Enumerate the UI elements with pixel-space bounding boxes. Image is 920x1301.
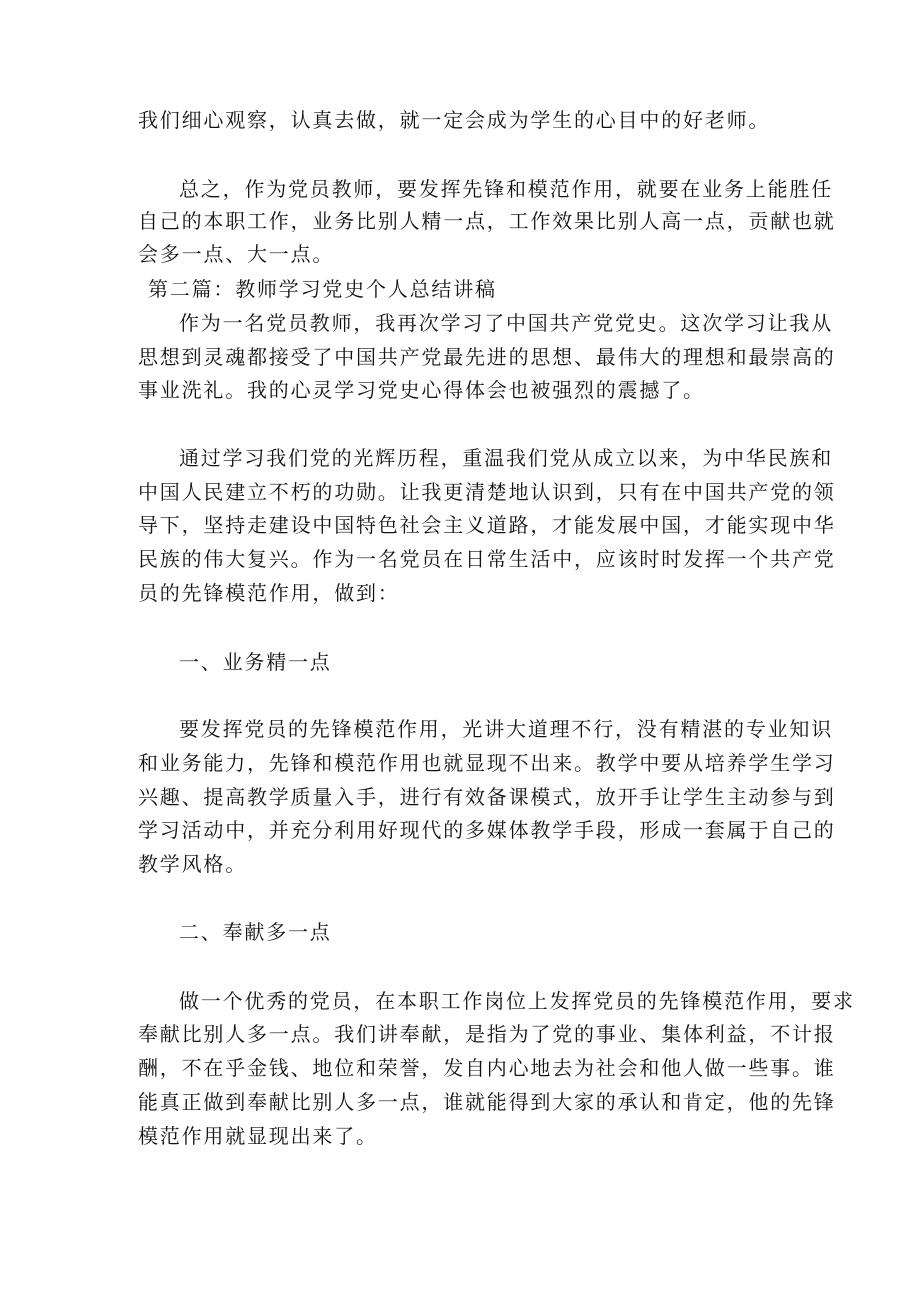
- paragraph-line: 民族的伟大复兴。作为一名党员在日常生活中，应该时时发挥一个共产党: [138, 547, 836, 571]
- subsection-heading: 一、业务精一点: [179, 650, 332, 674]
- paragraph-line: 酬，不在乎金钱、地位和荣誉，发自内心地去为社会和他人做一些事。谁: [138, 1056, 836, 1080]
- paragraph-line: 导下，坚持走建设中国特色社会主义道路，才能发展中国，才能实现中华: [138, 513, 836, 537]
- paragraph-line: 能真正做到奉献比别人多一点，谁就能得到大家的承认和肯定，他的先锋: [138, 1090, 836, 1114]
- paragraph-line: 要发挥党员的先锋模范作用，光讲大道理不行，没有精湛的专业知识: [179, 717, 833, 741]
- paragraph-line: 和业务能力，先锋和模范作用也就显现不出来。教学中要从培养学生学习: [138, 751, 836, 775]
- paragraph-line: 兴趣、提高教学质量入手，进行有效备课模式，放开手让学生主动参与到: [138, 785, 836, 809]
- paragraph-line: 模范作用就显现出来了。: [138, 1124, 378, 1148]
- paragraph-line: 我们细心观察，认真去做，就一定会成为学生的心目中的好老师。: [138, 108, 771, 132]
- paragraph-line: 通过学习我们党的光辉历程，重温我们党从成立以来，为中华民族和: [179, 446, 833, 470]
- section-title: 第二篇：教师学习党史个人总结讲稿: [148, 277, 497, 301]
- paragraph-line: 事业洗礼。我的心灵学习党史心得体会也被强烈的震撼了。: [138, 378, 705, 402]
- paragraph-line: 会多一点、大一点。: [138, 242, 335, 266]
- paragraph-line: 奉献比别人多一点。我们讲奉献，是指为了党的事业、集体利益，不计报: [138, 1022, 836, 1046]
- paragraph-line: 做一个优秀的党员，在本职工作岗位上发挥党员的先锋模范作用，要求: [179, 989, 855, 1013]
- paragraph-line: 思想到灵魂都接受了中国共产党最先进的思想、最伟大的理想和最崇高的: [138, 345, 836, 369]
- paragraph-line: 学习活动中，并充分利用好现代的多媒体教学手段，形成一套属于自己的: [138, 818, 836, 842]
- subsection-heading: 二、奉献多一点: [179, 920, 332, 944]
- paragraph-line: 总之，作为党员教师，要发挥先锋和模范作用，就要在业务上能胜任: [179, 177, 833, 201]
- paragraph-line: 作为一名党员教师，我再次学习了中国共产党党史。这次学习让我从: [179, 311, 833, 335]
- paragraph-line: 自己的本职工作，业务比别人精一点，工作效果比别人高一点，贡献也就: [138, 209, 836, 233]
- paragraph-line: 教学风格。: [138, 852, 247, 876]
- paragraph-line: 中国人民建立不朽的功勋。让我更清楚地认识到，只有在中国共产党的领: [138, 480, 836, 504]
- paragraph-line: 员的先锋模范作用，做到：: [138, 581, 400, 605]
